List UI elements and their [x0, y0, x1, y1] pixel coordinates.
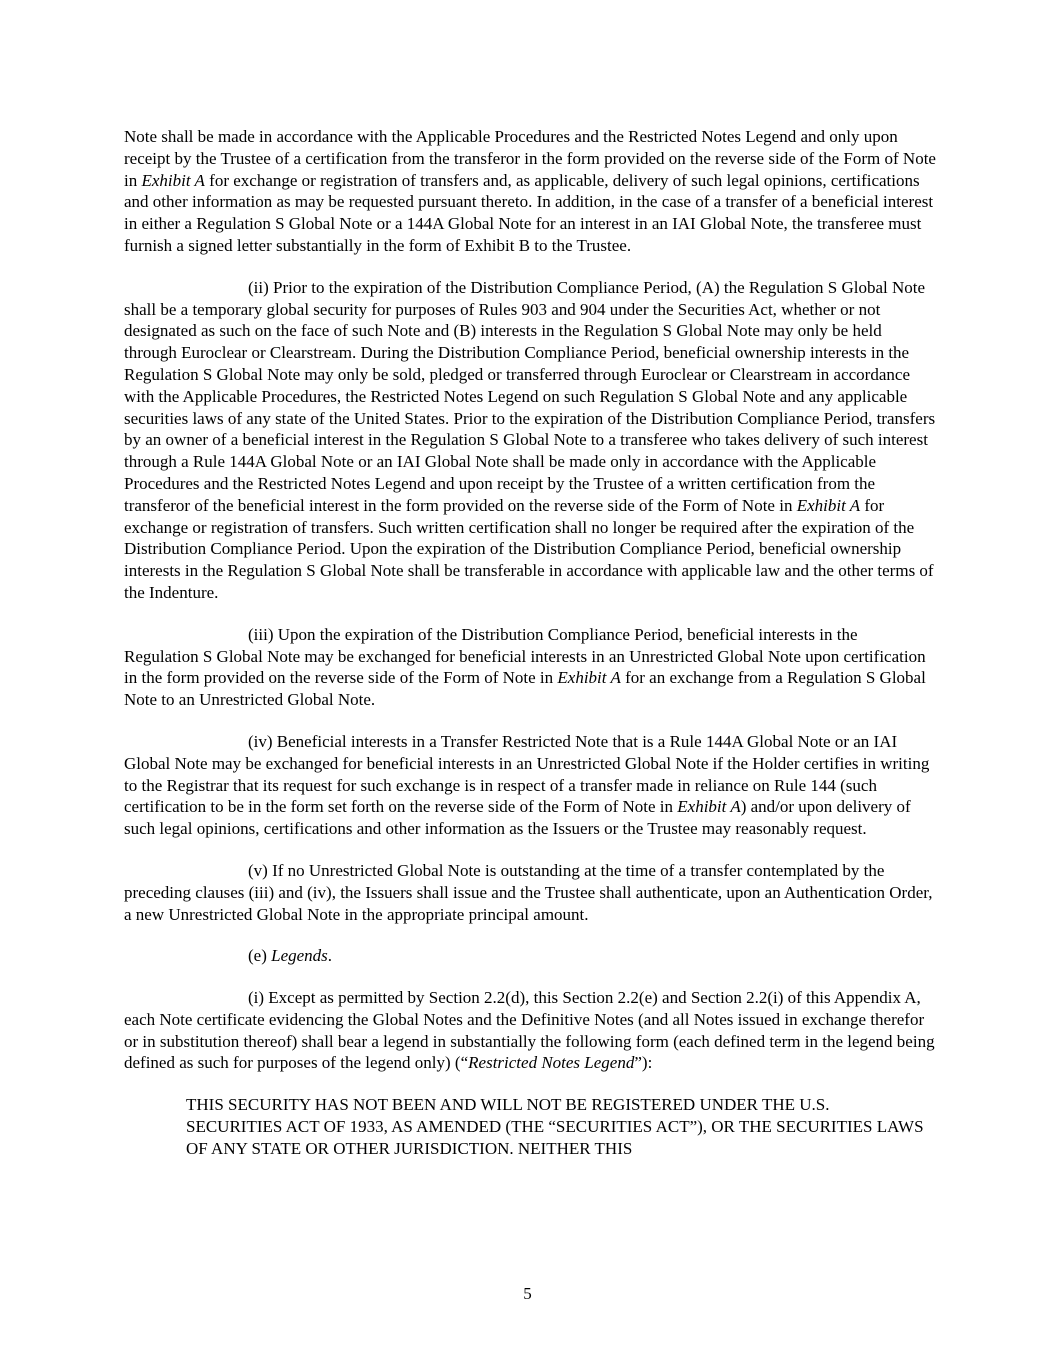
- paragraph-clause-iii: (iii) Upon the expiration of the Distribution Compliance Period, beneficial interests in the Regulation S Global Note may be exchanged for beneficial interests in an Unrestricted Global Note upon certification in the form provided on the reverse side of the Form of Note in Exhibit A for an exchange from a Regulation S Global Note to an Unrestricted Global Note.: [124, 624, 926, 710]
- paragraph-legends-i: (i) Except as permitted by Section 2.2(d), this Section 2.2(e) and Section 2.2(i) of this Appendix A, each Note certificate evidencing the Global Notes and the Definitive Notes (and all Notes issued in exchange therefor or in substitution thereof) shall bear a legend in substantially the following form (each defined term in the legend being defined as such for purposes of the legend only) (“Restricted Notes Legend”):: [124, 988, 935, 1073]
- paragraph-clause-iv: (iv) Beneficial interests in a Transfer Restricted Note that is a Rule 144A Global Note or an IAI Global Note may be exchanged for beneficial interests in an Unrestricted Global Note if the Holder certifies in writing to the Registrar that its request for such exchange is in respect of a transfer made in reliance on Rule 144 (such certification to be in the form set forth on the reverse side of the Form of Note in Exhibit A) and/or upon delivery of such legal opinions, certifications and other information as the Issuers or the Trustee may reasonably request.: [124, 731, 930, 839]
- document-page: [124, 126, 936, 1160]
- exhibit-a-reference: Exhibit A: [796, 495, 861, 515]
- restricted-notes-legend-term: Restricted Notes Legend: [468, 1053, 635, 1073]
- paragraph-clause-ii: (ii) Prior to the expiration of the Distribution Compliance Period, (A) the Regulation S Global Note shall be a temporary global security for purposes of Rules 903 and 904 under the Securities Act, whether or not designated as such on the face of such Note and (B) interests in the Regulation S Global Note may only be held through Euroclear or Clearstream. During the Distribution Compliance Period, beneficial ownership interests in the Regulation S Global Note may only be sold, pledged or transferred through Euroclear or Clearstream in accordance with the Applicable Procedures, the Restricted Notes Legend on such Regulation S Global Note and any applicable securities laws of any state of the United States. Prior to the expiration of the Distribution Compliance Period, transfers by an owner of a beneficial interest in the Regulation S Global Note to a transferee who takes delivery of such interest through a Rule 144A Global Note or an IAI Global Note shall be made only in accordance with the Applicable Procedures and the Restricted Notes Legend and upon receipt by the Trustee of a written certification from the transferor of the beneficial interest in the form provided on the reverse side of the Form of Note in Exhibit A for exchange or registration of transfers. Such written certification shall no longer be required after the expiration of the Distribution Compliance Period. Upon the expiration of the Distribution Compliance Period, beneficial ownership interests in the Regulation S Global Note shall be transferable in accordance with applicable law and the other terms of the Indenture.: [124, 277, 936, 602]
- paragraph-intro: Note shall be made in accordance with the Applicable Procedures and the Restricted Notes Legend and only upon receipt by the Trustee of a certification from the transferor in the form provided on the reverse side of the Form of Note in Exhibit A for exchange or registration of transfers and, as applicable, delivery of such legal opinions, certifications and other information as may be requested pursuant thereto. In addition, in the case of a transfer of a beneficial interest in either a Regulation S Global Note or a 144A Global Note for an interest in an IAI Global Note, the transferee must furnish a signed letter substantially in the form of Exhibit B to the Trustee.: [124, 127, 936, 255]
- restricted-notes-legend-text: THIS SECURITY HAS NOT BEEN AND WILL NOT BE REGISTERED UNDER THE U.S. SECURITIES ACT OF 1933, AS AMENDED (THE “SECURITIES ACT”), OR THE SECURITIES LAWS OF ANY STATE OR OTHER JURISDICTION. NEITHER THIS: [186, 1095, 924, 1158]
- exhibit-a-reference: Exhibit A: [557, 668, 621, 688]
- section-heading-legends: (e) Legends.: [248, 946, 333, 966]
- exhibit-a-reference: Exhibit A: [141, 170, 205, 190]
- page-number: 5: [523, 1284, 532, 1303]
- heading-title: Legends: [271, 946, 328, 966]
- paragraph-clause-v: (v) If no Unrestricted Global Note is outstanding at the time of a transfer contemplated by the preceding clauses (iii) and (iv), the Issuers shall issue and the Trustee shall authenticate, upon an Authentication Order, a new Unrestricted Global Note in the appropriate principal amount.: [124, 860, 933, 924]
- exhibit-a-reference: Exhibit A: [677, 797, 741, 817]
